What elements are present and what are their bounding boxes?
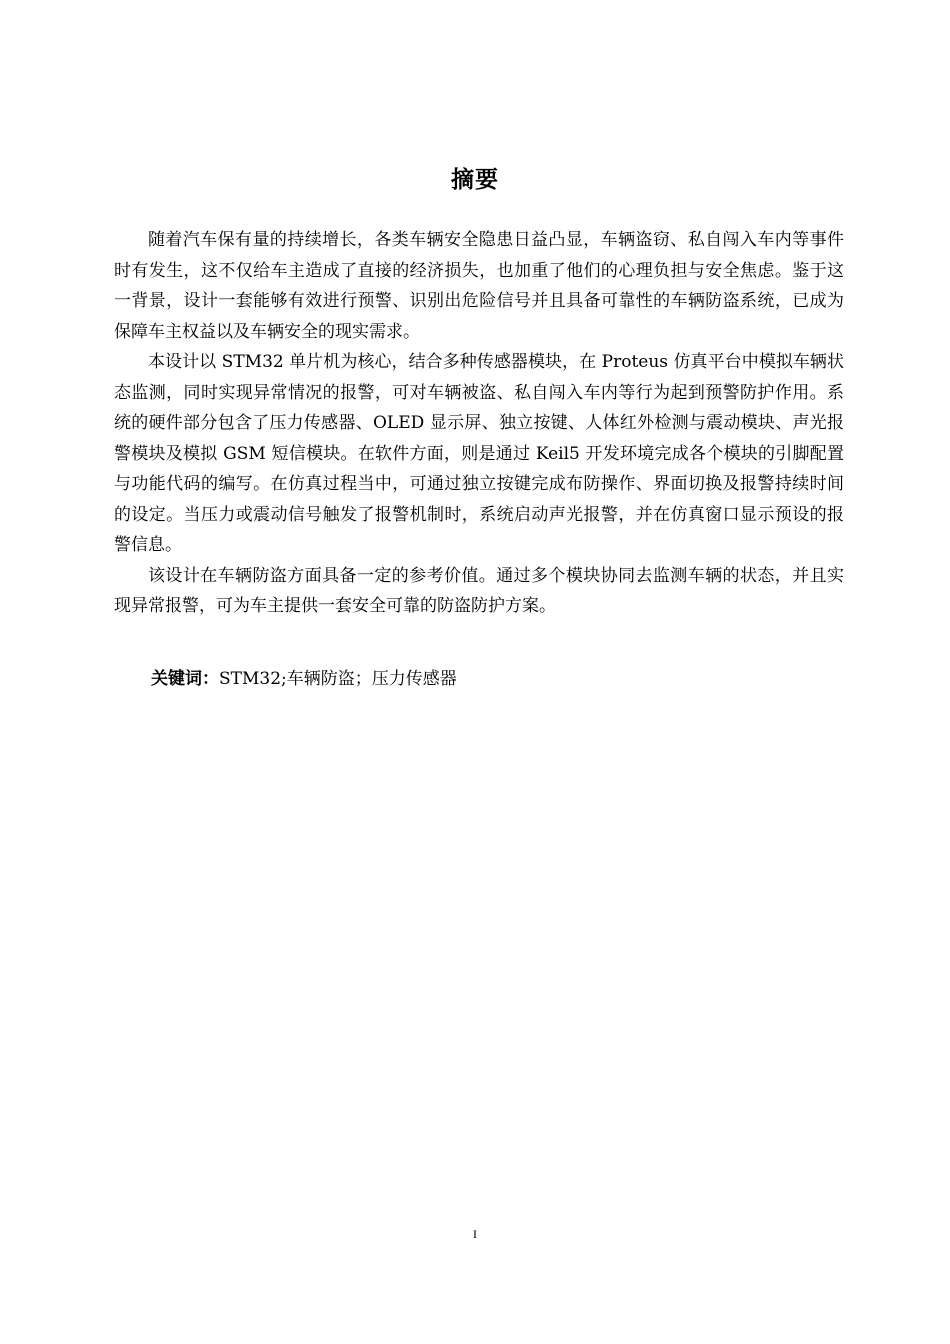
abstract-body [114, 225, 844, 622]
page-title: 摘要 [451, 167, 499, 193]
keywords-value: STM32;车辆防盗；压力传感器 [219, 669, 457, 689]
page-number: I [473, 1227, 477, 1241]
abstract-paragraph-3: 该设计在车辆防盗方面具备一定的参考价值。通过多个模块协同去监测车辆的状态，并且实现异常报警，可为车主提供一套安全可靠的防盗防护方案。 [114, 565, 844, 616]
keywords-line [151, 664, 457, 694]
keywords-label: 关键词： [151, 669, 219, 689]
abstract-paragraph-1: 随着汽车保有量的持续增长，各类车辆安全隐患日益凸显，车辆盗窃、私自闯入车内等事件时有发生，这不仅给车主造成了直接的经济损失，也加重了他们的心理负担与安全焦虑。鉴于这一背景，设计一套能够有效进行预警、识别出危险信号并且具备可靠性的车辆防盗系统，已成为保障车主权益以及车辆安全的现实需求。 [114, 230, 844, 342]
abstract-paragraph-2: 本设计以 STM32 单片机为核心，结合多种传感器模块，在 Proteus 仿真平台中模拟车辆状态监测，同时实现异常情况的报警，可对车辆被盗、私自闯入车内等行为起到预警防护作用。系统的硬件部分包含了压力传感器、OLED 显示屏、独立按键、人体红外检测与震动模块、声光报警模块及模拟 GSM 短信模块。在软件方面，则是通过 Keil5 开发环境完成各个模块的引脚配置与功能代码的编写。在仿真过程当中，可通过独立按键完成布防操作、界面切换及报警持续时间的设定。当压力或震动信号触发了报警机制时，系统启动声光报警，并在仿真窗口显示预设的报警信息。 [114, 352, 844, 555]
